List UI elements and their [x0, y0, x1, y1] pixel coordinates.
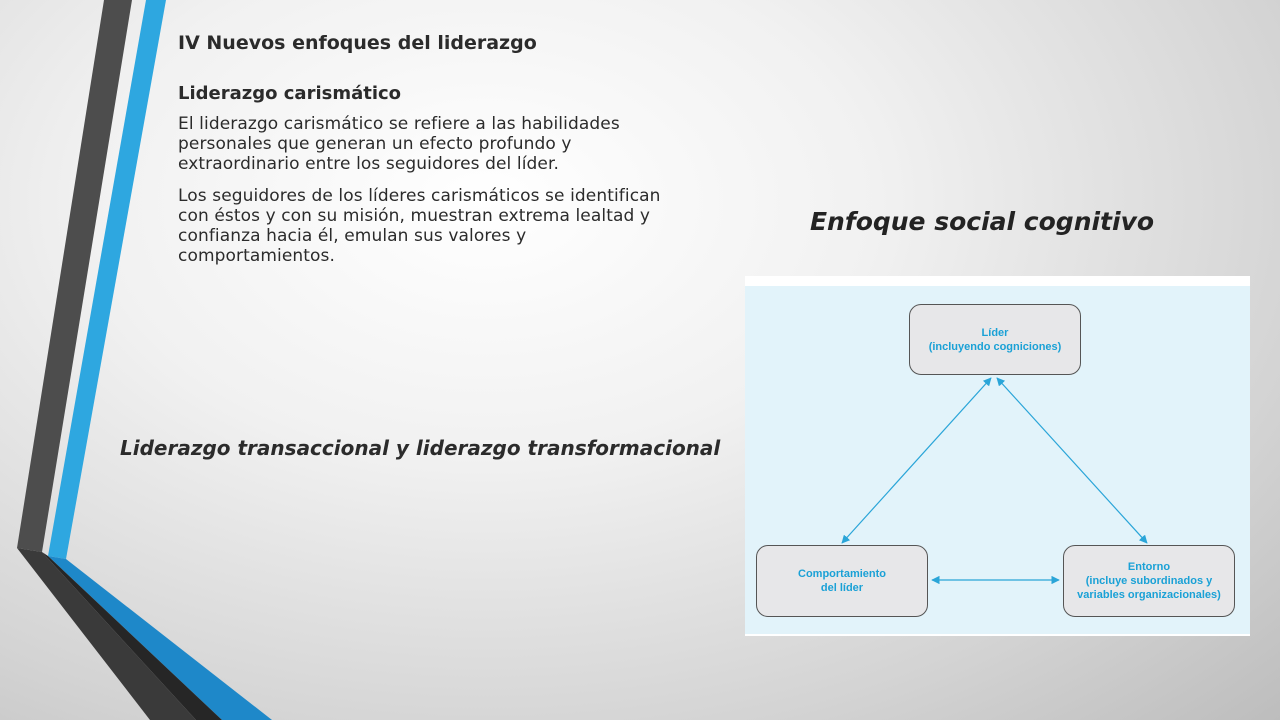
charismatic-heading: Liderazgo carismático	[178, 83, 402, 104]
node-environment	[1063, 545, 1235, 617]
charismatic-paragraph-2: Los seguidores de los líderes carismáticos se identifican con éstos y con su misión, muestran extrema lealtad y confianza hacia él, emulan sus valores y comportamientos.	[178, 186, 661, 266]
node-leader-title: Líder	[981, 326, 1009, 339]
node-env-line-1: Entorno	[1127, 561, 1171, 573]
node-env-line-3: variables organizacionales)	[1077, 589, 1221, 601]
node-behavior-line-2: del líder	[820, 582, 864, 594]
social-cognitive-diagram	[745, 276, 1250, 636]
node-leader	[909, 304, 1081, 375]
node-env-line-2: (incluye subordinados y	[1085, 575, 1213, 587]
text-block	[178, 30, 678, 266]
section-title: IV Nuevos enfoques del liderazgo	[178, 32, 537, 54]
arrow-leader-behavior	[842, 378, 991, 543]
node-behavior-line-1: Comportamiento	[798, 568, 886, 580]
charismatic-paragraph-1: El liderazgo carismático se refiere a las habilidades personales que generan un efecto profundo y extraordinario entre los seguidores del líder.	[178, 114, 620, 174]
arrow-leader-environment	[997, 378, 1147, 543]
social-cognitive-title: Enfoque social cognitivo	[809, 207, 1155, 236]
transactional-heading: Liderazgo transaccional y liderazgo transformacional	[120, 436, 721, 460]
node-leader-behavior	[756, 545, 928, 617]
node-leader-subtitle: (incluyendo cogniciones)	[928, 340, 1062, 353]
